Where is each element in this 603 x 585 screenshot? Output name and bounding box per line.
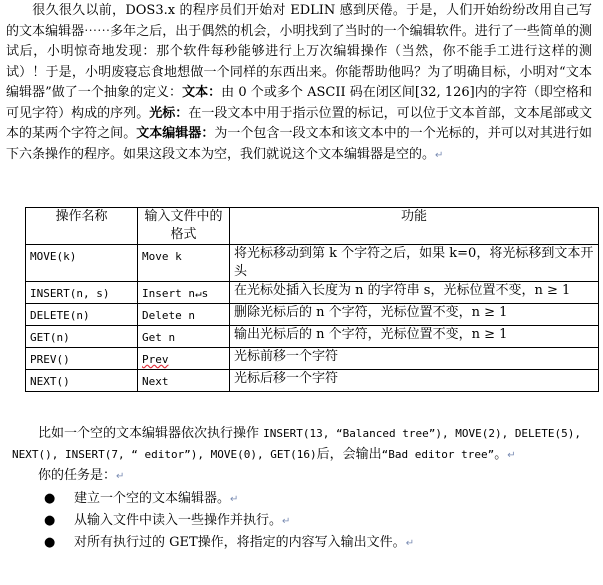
op-name-cell: GET(n) bbox=[26, 326, 138, 348]
task-item-text: 从输入文件中读入一些操作并执行。 bbox=[74, 512, 283, 528]
op-name-cell: MOVE(k) bbox=[26, 245, 138, 282]
table-row bbox=[26, 304, 599, 326]
example-lead: 比如一个空的文本编辑器依次执行操作 bbox=[38, 426, 260, 441]
op-name-cell: PREV() bbox=[26, 348, 138, 370]
bullet-dot-icon: ● bbox=[44, 534, 56, 550]
list-item bbox=[12, 488, 592, 510]
op-format-cell: Next bbox=[138, 370, 230, 392]
paragraph-mark-icon: ↵ bbox=[282, 515, 291, 527]
op-name-cell: INSERT(n, s) bbox=[26, 282, 138, 304]
header-input-format: 输入文件中的格式 bbox=[138, 208, 230, 245]
example-result: “Bad editor tree” bbox=[381, 447, 495, 461]
table-row bbox=[26, 370, 599, 392]
op-name-cell: DELETE(n) bbox=[26, 304, 138, 326]
op-function-cell: 在光标处插入长度为 n 的字符串 s，光标位置不变，n ≥ 1 bbox=[230, 282, 599, 304]
bullet-dot-icon: ● bbox=[44, 490, 56, 506]
table-row bbox=[26, 282, 599, 304]
op-format-cell: Delete n bbox=[138, 304, 230, 326]
operations-table bbox=[25, 207, 599, 392]
op-format-cell: Move k bbox=[138, 245, 230, 282]
text-term: 文本： bbox=[182, 85, 222, 100]
cursor-term: 光标： bbox=[149, 105, 189, 121]
example-end: 。 bbox=[494, 446, 508, 462]
problem-description bbox=[6, 1, 592, 166]
example-result-lead: 后，会输出 bbox=[316, 446, 382, 462]
header-function: 功能 bbox=[230, 208, 599, 245]
spellcheck-underlined-word: Prev bbox=[142, 353, 169, 366]
table-row bbox=[26, 348, 599, 370]
paragraph-mark-icon: ↵ bbox=[116, 471, 125, 482]
header-operation-name: 操作名称 bbox=[26, 208, 138, 245]
op-function-cell: 光标后移一个字符 bbox=[230, 370, 599, 392]
example-paragraph bbox=[12, 424, 592, 466]
op-function-cell: 光标前移一个字符 bbox=[230, 348, 599, 370]
editor-definition: 为一个包含一段文本和该文本中的一个光标的，并可以对其进行如下六条操作的程序。如果这段文本为空，我们就说这个文本编辑器是空的。 bbox=[6, 126, 592, 162]
op-function-cell: 将光标移动到第 k 个字符之后，如果 k=0，将光标移到文本开头 bbox=[230, 245, 599, 282]
task-item-text: 建立一个空的文本编辑器。 bbox=[74, 490, 231, 506]
op-format-cell bbox=[138, 348, 230, 370]
example-operations: INSERT(13, “Balanced tree”), MOVE(2), DELETE(5), NEXT(), INSERT(7, “ editor”), MOVE(0), GET(16) bbox=[12, 427, 582, 461]
paragraph-mark-icon: ↵ bbox=[230, 493, 239, 505]
list-item bbox=[12, 532, 592, 554]
op-function-cell: 删除光标后的 n 个字符，光标位置不变，n ≥ 1 bbox=[230, 304, 599, 326]
task-heading-text: 你的任务是： bbox=[38, 468, 117, 483]
table-header-row bbox=[26, 208, 599, 245]
task-heading bbox=[12, 466, 592, 488]
paragraph-mark-icon: ↵ bbox=[507, 449, 516, 461]
intro-text: 很久很久以前，DOS3.x 的程序员们开始对 EDLIN 感到厌倦。于是，人们开始纷纷改用自己写的文本编辑器⋯⋯多年之后，出于偶然的机会，小明找到了当时的一个编辑软件。进行了一些简单的测试后，小明惊奇地发现：那个软件每秒能够进行上万次编辑操作（当然，你不能手工进行这样的测试）！于是，小明废寝忘食地想做一个同样的东西出来。你能帮助他吗？为了明确目标，小明对“文本编辑器”做了一个抽象的定义： bbox=[6, 3, 592, 100]
op-name-cell: NEXT() bbox=[26, 370, 138, 392]
table-row bbox=[26, 326, 599, 348]
editor-term: 文本编辑器： bbox=[136, 126, 215, 141]
op-function-cell: 输出光标后的 n 个字符，光标位置不变，n ≥ 1 bbox=[230, 326, 599, 348]
example-and-task bbox=[12, 424, 592, 554]
cursor-definition: 在一段文本中用于指示位置的标记，可以位于文本首部，文本尾部或文本的某两个字符之间。 bbox=[6, 105, 592, 141]
list-item bbox=[12, 510, 592, 532]
text-definition: 由 0 个或多个 ASCII 码在闭区间[32, 126]内的字符（即空格和可见字符）构成的序列。 bbox=[6, 85, 592, 121]
paragraph-mark-icon: ↵ bbox=[405, 537, 415, 549]
intro-paragraph bbox=[6, 1, 592, 166]
table-row bbox=[26, 245, 599, 282]
op-format-cell: Get n bbox=[138, 326, 230, 348]
op-format-cell: Insert n↵s bbox=[138, 282, 230, 304]
task-list bbox=[12, 488, 592, 554]
paragraph-mark-icon: ↵ bbox=[435, 149, 444, 161]
task-item-text: 对所有执行过的 GET操作，将指定的内容写入输出文件。 bbox=[74, 534, 406, 550]
bullet-dot-icon: ● bbox=[44, 512, 56, 528]
